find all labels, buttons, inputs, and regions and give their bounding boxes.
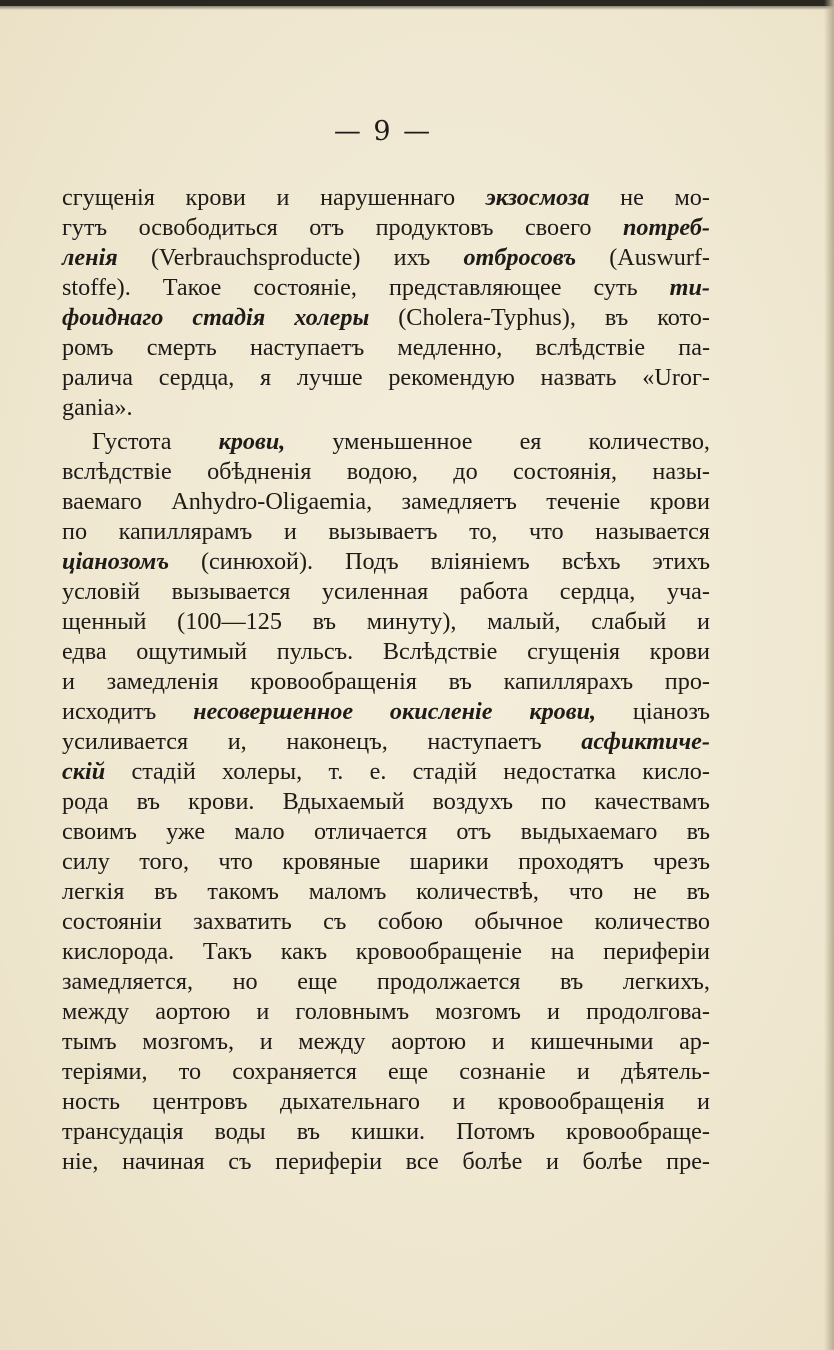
word: начиная bbox=[122, 1148, 205, 1175]
text-line bbox=[62, 847, 710, 877]
word: и bbox=[62, 668, 75, 695]
text-line bbox=[62, 517, 710, 547]
text-line bbox=[62, 213, 710, 243]
word: мало bbox=[234, 818, 285, 845]
word: въ bbox=[559, 968, 584, 995]
word: аортою bbox=[155, 998, 231, 1025]
word: капиллярамъ bbox=[118, 518, 253, 545]
word: и bbox=[259, 1028, 273, 1055]
word: Такое bbox=[162, 274, 222, 301]
page-number: — 9 — bbox=[333, 116, 433, 147]
word: замедляется, bbox=[62, 968, 194, 995]
emphasized-word: крови, bbox=[529, 698, 597, 725]
emphasized-word: асфиктиче- bbox=[581, 728, 710, 755]
top-border-shadow bbox=[0, 6, 834, 10]
word: головнымъ bbox=[295, 998, 410, 1025]
word: чрезъ bbox=[653, 848, 710, 875]
word: между bbox=[62, 998, 130, 1025]
word: не bbox=[620, 184, 644, 211]
word: холеры, bbox=[222, 758, 303, 785]
word: еще bbox=[388, 1058, 429, 1085]
word: stoffe). bbox=[62, 274, 131, 301]
word: Вслѣдствіе bbox=[382, 638, 498, 665]
text-line bbox=[62, 303, 710, 333]
word: ніе, bbox=[62, 1148, 99, 1175]
emphasized-word: стадія bbox=[192, 304, 266, 331]
word: какъ bbox=[280, 938, 328, 965]
word: рекомендую bbox=[388, 364, 515, 391]
word: рода bbox=[62, 788, 109, 815]
emphasized-word: экзосмоза bbox=[485, 184, 590, 211]
word: сознаніе bbox=[459, 1058, 546, 1085]
word: капиллярахъ bbox=[503, 668, 634, 695]
word: представляющее bbox=[388, 274, 562, 301]
word: крови bbox=[185, 184, 246, 211]
word: своимъ bbox=[62, 818, 137, 845]
word: щенный bbox=[62, 608, 147, 635]
word: сгущенія bbox=[527, 638, 620, 665]
word: дыхательнаго bbox=[279, 1088, 420, 1115]
text-line bbox=[62, 183, 710, 213]
word: обычное bbox=[474, 908, 564, 935]
word: уже bbox=[166, 818, 206, 845]
word: сохраняется bbox=[232, 1058, 357, 1085]
word: ихъ bbox=[393, 244, 431, 271]
text-line bbox=[62, 727, 710, 757]
emphasized-word: ціанозомъ bbox=[62, 548, 170, 575]
word: вслѣдствіе bbox=[62, 458, 172, 485]
word: и bbox=[283, 518, 297, 545]
text-line bbox=[62, 1117, 710, 1147]
word: легкія bbox=[62, 878, 125, 905]
word: ваемаго bbox=[62, 488, 142, 515]
word: вліяніемъ bbox=[430, 548, 530, 575]
word: обѣдненія bbox=[207, 458, 312, 485]
word: до bbox=[453, 458, 478, 485]
word: медленно, bbox=[397, 334, 503, 361]
word: наступаетъ bbox=[249, 334, 365, 361]
word: (синюхой). bbox=[200, 548, 314, 575]
word: то, bbox=[469, 518, 498, 545]
emphasized-word: несовершенное bbox=[193, 698, 354, 725]
word: и bbox=[545, 1148, 559, 1175]
word: я bbox=[260, 364, 272, 391]
word: этихъ bbox=[652, 548, 710, 575]
word: Потомъ bbox=[456, 1118, 536, 1145]
word: сердца, bbox=[158, 364, 235, 391]
word: gania». bbox=[62, 394, 133, 421]
word: крови bbox=[649, 488, 710, 515]
word: количествѣ, bbox=[416, 878, 539, 905]
word: продолгова- bbox=[586, 998, 710, 1025]
word: вызываетъ bbox=[328, 518, 438, 545]
word: замедляетъ bbox=[401, 488, 517, 515]
word: по bbox=[62, 518, 88, 545]
word: что bbox=[568, 878, 604, 905]
word: силу bbox=[62, 848, 110, 875]
word: все bbox=[405, 1148, 439, 1175]
word: кисло- bbox=[642, 758, 710, 785]
text-line bbox=[62, 937, 710, 967]
word: выдыхаемаго bbox=[520, 818, 658, 845]
word: усиленная bbox=[321, 578, 429, 605]
text-line bbox=[62, 393, 710, 423]
word: въ bbox=[448, 668, 472, 695]
word: продолжается bbox=[376, 968, 521, 995]
word: ромъ bbox=[62, 334, 114, 361]
word: то bbox=[178, 1058, 202, 1085]
emphasized-word: крови, bbox=[218, 428, 286, 455]
emphasized-word: окисленіе bbox=[389, 698, 493, 725]
text-line bbox=[62, 273, 710, 303]
word: теченіе bbox=[546, 488, 621, 515]
text-line bbox=[62, 577, 710, 607]
word: уча- bbox=[666, 578, 710, 605]
word: и bbox=[491, 1028, 505, 1055]
emphasized-word: ти- bbox=[669, 274, 710, 301]
word: и bbox=[576, 1058, 590, 1085]
word: пре- bbox=[666, 1148, 710, 1175]
word: Подъ bbox=[344, 548, 399, 575]
word: пульсъ. bbox=[276, 638, 354, 665]
text-line bbox=[62, 333, 710, 363]
word: кровообращенія bbox=[250, 668, 417, 695]
word: (Verbrauchsproducte) bbox=[150, 244, 361, 271]
emphasized-word: ленія bbox=[62, 244, 118, 271]
word: что bbox=[218, 848, 253, 875]
word: болѣе bbox=[462, 1148, 523, 1175]
word: аортою bbox=[391, 1028, 467, 1055]
word: гутъ bbox=[62, 214, 108, 241]
word: еще bbox=[297, 968, 338, 995]
word: и bbox=[276, 184, 290, 211]
word: освободиться bbox=[138, 214, 278, 241]
word: работа bbox=[459, 578, 529, 605]
word: кислорода. bbox=[62, 938, 175, 965]
text-line bbox=[62, 667, 710, 697]
word: про- bbox=[664, 668, 710, 695]
text-line bbox=[62, 457, 710, 487]
word: воздухъ bbox=[432, 788, 514, 815]
word: усиливается bbox=[62, 728, 189, 755]
text-line bbox=[62, 363, 710, 393]
word: дѣятель- bbox=[620, 1058, 710, 1085]
word: (Auswurf- bbox=[609, 244, 710, 271]
word: но bbox=[232, 968, 258, 995]
text-line bbox=[62, 487, 710, 517]
word: Вдыхаемый bbox=[282, 788, 405, 815]
word: состоянія, bbox=[513, 458, 618, 485]
word: всѣхъ bbox=[561, 548, 621, 575]
word: количество bbox=[594, 908, 710, 935]
text-line bbox=[62, 877, 710, 907]
word: шарики bbox=[409, 848, 489, 875]
word: ціанозъ bbox=[632, 698, 710, 725]
word: на bbox=[550, 938, 575, 965]
word: водою, bbox=[346, 458, 418, 485]
word: мозгомъ bbox=[435, 998, 521, 1025]
word: собою bbox=[377, 908, 444, 935]
text-line bbox=[62, 967, 710, 997]
word: и bbox=[697, 1088, 710, 1115]
word: вслѣдствіе bbox=[535, 334, 646, 361]
text-line bbox=[62, 1027, 710, 1057]
emphasized-word: фоиднаго bbox=[62, 304, 164, 331]
word: кровообраще- bbox=[566, 1118, 710, 1145]
word: и bbox=[256, 998, 270, 1025]
emphasized-word: скій bbox=[62, 758, 106, 785]
word: условій bbox=[62, 578, 141, 605]
word: Густота bbox=[92, 428, 172, 455]
word: въ bbox=[686, 878, 710, 905]
word: назы- bbox=[652, 458, 710, 485]
word: состояніи bbox=[62, 908, 162, 935]
word: малый, bbox=[487, 608, 561, 635]
word: что bbox=[529, 518, 564, 545]
word: называется bbox=[595, 518, 710, 545]
text-line bbox=[62, 607, 710, 637]
word: сгущенія bbox=[62, 184, 155, 211]
word: исходитъ bbox=[62, 698, 157, 725]
word: едва bbox=[62, 638, 107, 665]
word: слабый bbox=[591, 608, 667, 635]
word: маломъ bbox=[308, 878, 387, 905]
word: болѣе bbox=[582, 1148, 643, 1175]
word: съ bbox=[323, 908, 347, 935]
word: уменьшенное bbox=[332, 428, 473, 455]
word: мозгомъ, bbox=[142, 1028, 235, 1055]
text-line bbox=[62, 547, 710, 577]
word: периферіи bbox=[603, 938, 710, 965]
word: тымъ bbox=[62, 1028, 117, 1055]
word: стадій bbox=[131, 758, 196, 785]
word: кровообращенія bbox=[497, 1088, 665, 1115]
word: е. bbox=[369, 758, 387, 785]
word: такомъ bbox=[207, 878, 279, 905]
text-line bbox=[62, 637, 710, 667]
text-line bbox=[62, 787, 710, 817]
word: въ bbox=[604, 304, 629, 331]
word: количество, bbox=[588, 428, 710, 455]
word: и bbox=[697, 608, 710, 635]
word: захватить bbox=[193, 908, 292, 935]
word: ея bbox=[519, 428, 542, 455]
word: минуту), bbox=[366, 608, 457, 635]
text-line bbox=[62, 757, 710, 787]
word: легкихъ, bbox=[622, 968, 710, 995]
word: состояніе, bbox=[253, 274, 357, 301]
word: отъ bbox=[309, 214, 345, 241]
word: ощутимый bbox=[136, 638, 248, 665]
word: наступаетъ bbox=[427, 728, 542, 755]
word: недостатка bbox=[503, 758, 617, 785]
word: кишки. bbox=[351, 1118, 426, 1145]
text-line bbox=[62, 697, 710, 727]
word: трансудація bbox=[62, 1118, 184, 1145]
word: т. bbox=[328, 758, 344, 785]
word: смерть bbox=[146, 334, 217, 361]
word: па- bbox=[678, 334, 710, 361]
word: крови. bbox=[188, 788, 255, 815]
word: и bbox=[547, 998, 560, 1025]
text-line bbox=[62, 243, 710, 273]
word: своего bbox=[524, 214, 592, 241]
word: въ bbox=[686, 818, 710, 845]
text-line bbox=[62, 1087, 710, 1117]
page-edge-shadow bbox=[824, 0, 834, 1350]
word: «Urог- bbox=[642, 364, 710, 391]
word: ралича bbox=[62, 364, 133, 391]
word: по bbox=[541, 788, 567, 815]
word: центровъ bbox=[152, 1088, 248, 1115]
word: кото- bbox=[657, 304, 710, 331]
word: лучше bbox=[296, 364, 363, 391]
word: вызывается bbox=[171, 578, 291, 605]
word: въ bbox=[296, 1118, 321, 1145]
word: ность bbox=[62, 1088, 120, 1115]
word: качествамъ bbox=[594, 788, 710, 815]
word: мо- bbox=[674, 184, 710, 211]
text-line bbox=[62, 817, 710, 847]
word: кишечными bbox=[530, 1028, 654, 1055]
text-line bbox=[62, 907, 710, 937]
word: назвать bbox=[540, 364, 617, 391]
word: Anhydro-Oligaemia, bbox=[171, 488, 373, 515]
word: кровяные bbox=[282, 848, 381, 875]
word: замедленія bbox=[106, 668, 219, 695]
text-line bbox=[62, 1147, 710, 1177]
text-line bbox=[62, 1057, 710, 1087]
word: не bbox=[633, 878, 657, 905]
word: стадій bbox=[412, 758, 477, 785]
word: продуктовъ bbox=[375, 214, 494, 241]
word: (100—125 bbox=[177, 608, 282, 635]
word: того, bbox=[139, 848, 189, 875]
word: проходятъ bbox=[518, 848, 624, 875]
word: отъ bbox=[456, 818, 492, 845]
word: воды bbox=[214, 1118, 266, 1145]
emphasized-word: холеры bbox=[294, 304, 370, 331]
word: наконецъ, bbox=[286, 728, 388, 755]
emphasized-word: отбросовъ bbox=[463, 244, 577, 271]
word: отличается bbox=[313, 818, 428, 845]
word: и bbox=[452, 1088, 466, 1115]
word: въ bbox=[312, 608, 336, 635]
body-text bbox=[62, 183, 710, 1177]
word: (Cholera-Typhus), bbox=[398, 304, 576, 331]
word: и, bbox=[227, 728, 247, 755]
word: периферіи bbox=[275, 1148, 383, 1175]
word: крови bbox=[649, 638, 710, 665]
word: въ bbox=[154, 878, 178, 905]
word: ар- bbox=[679, 1028, 710, 1055]
word: сердца, bbox=[559, 578, 636, 605]
word: суть bbox=[593, 274, 638, 301]
word: съ bbox=[228, 1148, 252, 1175]
text-line bbox=[62, 427, 710, 457]
emphasized-word: потреб- bbox=[622, 214, 710, 241]
word: кровообращеніе bbox=[355, 938, 523, 965]
word: теріями, bbox=[62, 1058, 148, 1085]
word: Такъ bbox=[202, 938, 253, 965]
word: въ bbox=[136, 788, 160, 815]
word: нарушеннаго bbox=[320, 184, 456, 211]
text-line bbox=[62, 997, 710, 1027]
word: между bbox=[298, 1028, 366, 1055]
